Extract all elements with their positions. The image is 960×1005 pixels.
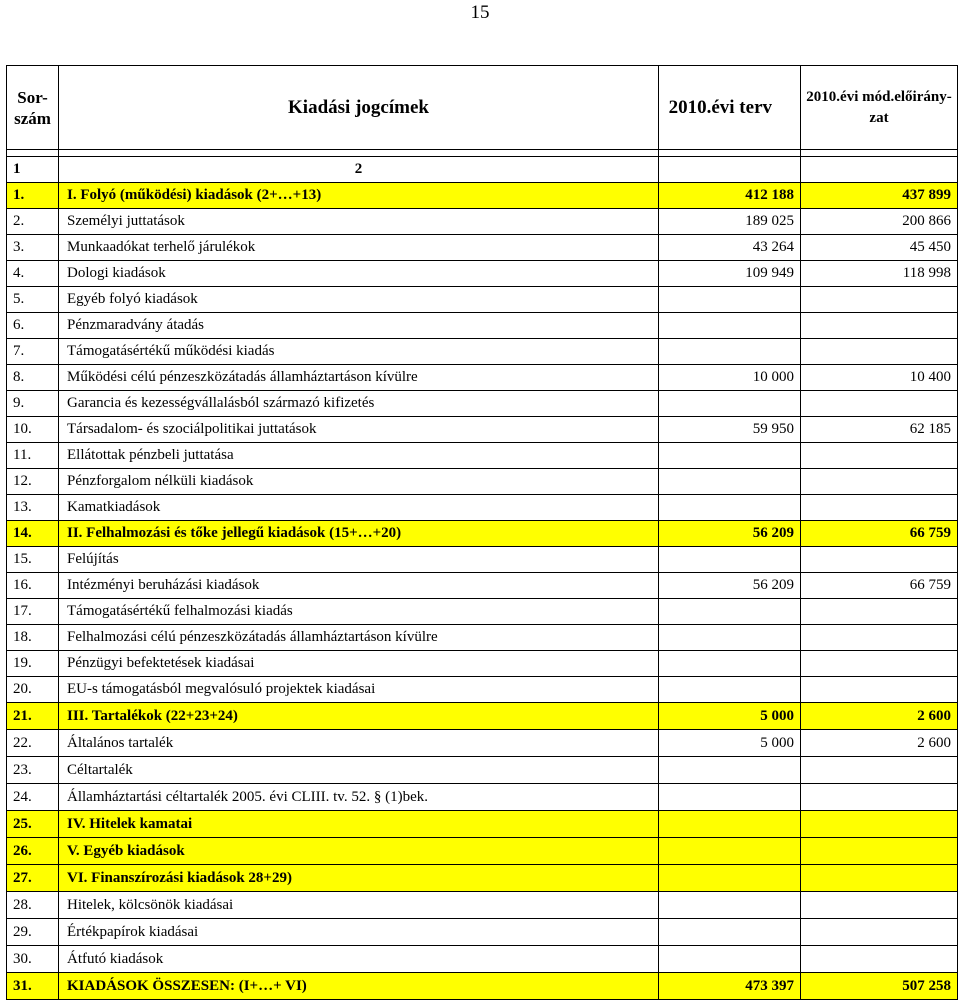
row-index: 4. <box>7 261 59 287</box>
row-label: Pénzmaradvány átadás <box>59 313 659 339</box>
row-index: 28. <box>7 892 59 919</box>
table-row <box>7 547 958 573</box>
header-row-number: Sor-szám <box>7 66 59 150</box>
table-row <box>7 946 958 973</box>
row-plan-value: 5 000 <box>659 730 801 757</box>
row-modified-value: 2 600 <box>801 730 958 757</box>
table-row <box>7 365 958 391</box>
row-index: 30. <box>7 946 59 973</box>
row-index: 13. <box>7 495 59 521</box>
row-label: I. Folyó (működési) kiadások (2+…+13) <box>59 183 659 209</box>
row-index: 24. <box>7 784 59 811</box>
row-modified-value: 118 998 <box>801 261 958 287</box>
row-plan-value: 10 000 <box>659 365 801 391</box>
row-modified-value: 507 258 <box>801 973 958 1000</box>
row-plan-value <box>659 469 801 495</box>
row-plan-value <box>659 495 801 521</box>
row-plan-value <box>659 757 801 784</box>
row-index: 10. <box>7 417 59 443</box>
row-index: 8. <box>7 365 59 391</box>
row-label: Ellátottak pénzbeli juttatása <box>59 443 659 469</box>
table-row <box>7 495 958 521</box>
row-index: 3. <box>7 235 59 261</box>
row-index: 16. <box>7 573 59 599</box>
row-label: IV. Hitelek kamatai <box>59 811 659 838</box>
row-plan-value <box>659 625 801 651</box>
column-number-1: 1 <box>7 157 59 183</box>
table-row <box>7 919 958 946</box>
row-index: 12. <box>7 469 59 495</box>
row-label: Garancia és kezességvállalásból származó kifizetés <box>59 391 659 417</box>
row-label: Céltartalék <box>59 757 659 784</box>
header-modified: 2010.évi mód.előirány-zat <box>801 66 958 150</box>
table-row <box>7 973 958 1000</box>
table-row <box>7 865 958 892</box>
column-number-2: 2 <box>59 157 659 183</box>
row-modified-value <box>801 495 958 521</box>
row-index: 19. <box>7 651 59 677</box>
row-plan-value: 412 188 <box>659 183 801 209</box>
table-row <box>7 209 958 235</box>
row-modified-value <box>801 469 958 495</box>
row-index: 11. <box>7 443 59 469</box>
row-modified-value <box>801 919 958 946</box>
row-index: 2. <box>7 209 59 235</box>
row-label: Működési célú pénzeszközátadás államháztartáson kívülre <box>59 365 659 391</box>
column-number-3 <box>659 157 801 183</box>
row-modified-value <box>801 391 958 417</box>
row-index: 17. <box>7 599 59 625</box>
row-index: 9. <box>7 391 59 417</box>
table-row <box>7 625 958 651</box>
row-modified-value <box>801 838 958 865</box>
row-index: 31. <box>7 973 59 1000</box>
row-plan-value <box>659 946 801 973</box>
row-index: 27. <box>7 865 59 892</box>
row-index: 6. <box>7 313 59 339</box>
row-label: EU-s támogatásból megvalósuló projektek kiadásai <box>59 677 659 703</box>
table-row <box>7 599 958 625</box>
row-label: Támogatásértékű működési kiadás <box>59 339 659 365</box>
row-modified-value <box>801 651 958 677</box>
row-index: 20. <box>7 677 59 703</box>
row-modified-value: 66 759 <box>801 521 958 547</box>
row-plan-value: 5 000 <box>659 703 801 730</box>
row-modified-value <box>801 313 958 339</box>
table-row <box>7 261 958 287</box>
table-row <box>7 703 958 730</box>
row-plan-value <box>659 391 801 417</box>
table-row <box>7 892 958 919</box>
row-label: Munkaadókat terhelő járulékok <box>59 235 659 261</box>
row-index: 29. <box>7 919 59 946</box>
row-label: Felhalmozási célú pénzeszközátadás államháztartáson kívülre <box>59 625 659 651</box>
row-label: Felújítás <box>59 547 659 573</box>
row-plan-value <box>659 547 801 573</box>
row-label: Pénzforgalom nélküli kiadások <box>59 469 659 495</box>
row-modified-value <box>801 784 958 811</box>
row-modified-value <box>801 547 958 573</box>
row-modified-value: 10 400 <box>801 365 958 391</box>
table-row <box>7 417 958 443</box>
row-modified-value <box>801 677 958 703</box>
expenditure-table <box>6 65 958 1000</box>
row-label: Társadalom- és szociálpolitikai juttatások <box>59 417 659 443</box>
table-row <box>7 391 958 417</box>
row-modified-value <box>801 865 958 892</box>
column-number-row <box>7 157 958 183</box>
row-index: 18. <box>7 625 59 651</box>
row-plan-value: 109 949 <box>659 261 801 287</box>
row-plan-value <box>659 784 801 811</box>
row-label: Átfutó kiadások <box>59 946 659 973</box>
table-row <box>7 313 958 339</box>
table-row <box>7 521 958 547</box>
row-plan-value <box>659 865 801 892</box>
row-label: Kamatkiadások <box>59 495 659 521</box>
row-label: III. Tartalékok (22+23+24) <box>59 703 659 730</box>
row-label: Dologi kiadások <box>59 261 659 287</box>
row-label: Pénzügyi befektetések kiadásai <box>59 651 659 677</box>
spacer-row <box>7 150 958 157</box>
row-index: 1. <box>7 183 59 209</box>
table-row <box>7 757 958 784</box>
row-label: Egyéb folyó kiadások <box>59 287 659 313</box>
row-plan-value: 43 264 <box>659 235 801 261</box>
table-row <box>7 469 958 495</box>
row-plan-value <box>659 651 801 677</box>
table-row <box>7 287 958 313</box>
header-row <box>7 66 958 150</box>
row-label: KIADÁSOK ÖSSZESEN: (I+…+ VI) <box>59 973 659 1000</box>
row-label: Általános tartalék <box>59 730 659 757</box>
row-plan-value <box>659 443 801 469</box>
row-modified-value <box>801 287 958 313</box>
row-index: 15. <box>7 547 59 573</box>
table-row <box>7 651 958 677</box>
row-plan-value: 473 397 <box>659 973 801 1000</box>
row-plan-value <box>659 339 801 365</box>
page-number: 15 <box>470 2 490 23</box>
row-modified-value <box>801 443 958 469</box>
row-index: 22. <box>7 730 59 757</box>
row-label: Értékpapírok kiadásai <box>59 919 659 946</box>
table-row <box>7 339 958 365</box>
row-plan-value <box>659 287 801 313</box>
table-row <box>7 573 958 599</box>
table-row <box>7 235 958 261</box>
table-row <box>7 677 958 703</box>
row-plan-value <box>659 313 801 339</box>
row-index: 14. <box>7 521 59 547</box>
row-plan-value <box>659 811 801 838</box>
table-row <box>7 811 958 838</box>
row-modified-value: 200 866 <box>801 209 958 235</box>
header-title: Kiadási jogcímek <box>59 66 659 150</box>
table-row <box>7 838 958 865</box>
table-row <box>7 784 958 811</box>
row-modified-value: 2 600 <box>801 703 958 730</box>
table-row <box>7 183 958 209</box>
row-modified-value: 437 899 <box>801 183 958 209</box>
row-modified-value <box>801 811 958 838</box>
row-label: Államháztartási céltartalék 2005. évi CLIII. tv. 52. § (1)bek. <box>59 784 659 811</box>
table-row <box>7 730 958 757</box>
row-index: 5. <box>7 287 59 313</box>
table-body <box>7 66 958 1000</box>
row-index: 23. <box>7 757 59 784</box>
row-modified-value: 62 185 <box>801 417 958 443</box>
row-label: V. Egyéb kiadások <box>59 838 659 865</box>
row-index: 26. <box>7 838 59 865</box>
row-index: 21. <box>7 703 59 730</box>
row-plan-value: 189 025 <box>659 209 801 235</box>
row-plan-value: 56 209 <box>659 573 801 599</box>
row-modified-value <box>801 892 958 919</box>
row-plan-value: 59 950 <box>659 417 801 443</box>
column-number-4 <box>801 157 958 183</box>
row-modified-value <box>801 757 958 784</box>
row-label: VI. Finanszírozási kiadások 28+29) <box>59 865 659 892</box>
row-modified-value: 66 759 <box>801 573 958 599</box>
row-label: Hitelek, kölcsönök kiadásai <box>59 892 659 919</box>
row-index: 7. <box>7 339 59 365</box>
row-plan-value <box>659 599 801 625</box>
row-label: Személyi juttatások <box>59 209 659 235</box>
table-row <box>7 443 958 469</box>
row-label: II. Felhalmozási és tőke jellegű kiadások (15+…+20) <box>59 521 659 547</box>
row-plan-value <box>659 677 801 703</box>
header-plan: 2010.évi terv <box>659 66 801 150</box>
row-modified-value <box>801 339 958 365</box>
row-label: Támogatásértékű felhalmozási kiadás <box>59 599 659 625</box>
row-index: 25. <box>7 811 59 838</box>
row-modified-value <box>801 946 958 973</box>
row-plan-value <box>659 838 801 865</box>
row-label: Intézményi beruházási kiadások <box>59 573 659 599</box>
row-plan-value: 56 209 <box>659 521 801 547</box>
row-plan-value <box>659 892 801 919</box>
row-modified-value <box>801 625 958 651</box>
row-modified-value <box>801 599 958 625</box>
row-plan-value <box>659 919 801 946</box>
row-modified-value: 45 450 <box>801 235 958 261</box>
